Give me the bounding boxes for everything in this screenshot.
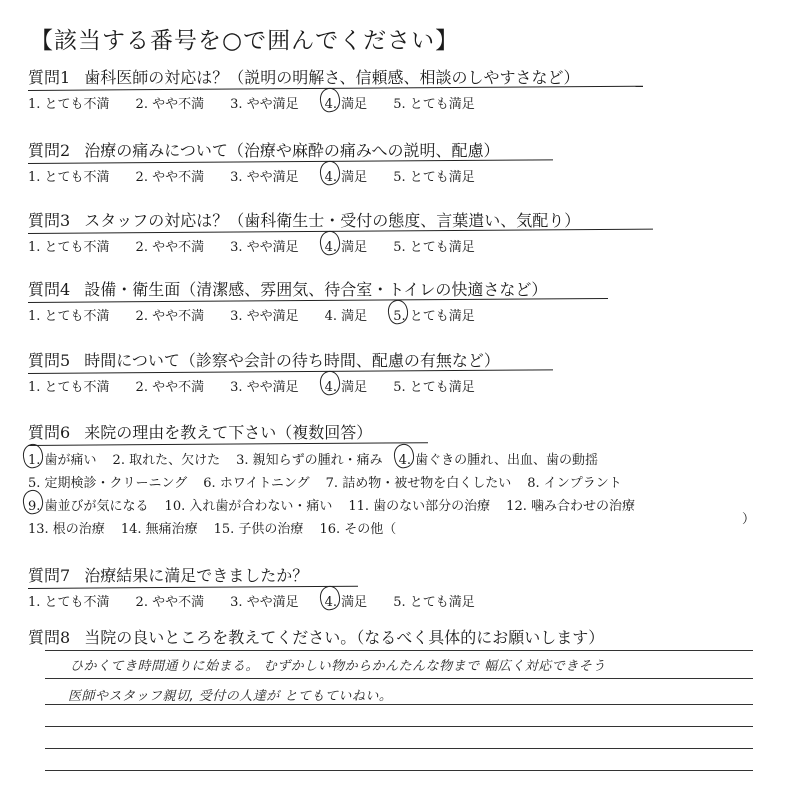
reason-row xyxy=(28,495,768,518)
reason-option-10[interactable]: 10. 入れ歯が合わない・痛い xyxy=(164,499,333,514)
page-title: 【該当する番号を○で囲んでください】 xyxy=(30,28,460,54)
question-5-heading xyxy=(28,348,500,373)
question-text: 時間について（診察や会計の待ち時間、配慮の有無など） xyxy=(84,351,500,370)
answer-option-4[interactable]: 4. 満足 xyxy=(325,376,368,395)
question-text: 当院の良いところを教えてください。（なるべく具体的にお願いします） xyxy=(84,628,605,647)
answer-option-2[interactable]: 2. やや不満 xyxy=(135,380,205,395)
answer-options xyxy=(28,236,768,255)
question-label: 質問1 xyxy=(28,68,71,87)
reason-option-13[interactable]: 13. 根の治療 xyxy=(28,522,105,537)
question-label: 質問6 xyxy=(28,423,71,442)
question-2 xyxy=(28,138,768,185)
heading-underline xyxy=(28,159,553,164)
answer-option-1[interactable]: 1. とても不満 xyxy=(28,309,110,324)
question-1 xyxy=(28,65,768,112)
answer-option-4[interactable]: 4. 満足 xyxy=(324,309,368,324)
answer-option-3[interactable]: 3. やや満足 xyxy=(230,97,299,112)
reason-option-11[interactable]: 11. 歯のない部分の治療 xyxy=(348,499,491,514)
answer-option-4[interactable]: 4. 満足 xyxy=(325,236,368,255)
answer-line xyxy=(45,704,753,705)
answer-option-3[interactable]: 3. やや満足 xyxy=(230,309,299,324)
question-8-heading xyxy=(28,625,604,650)
question-3-heading xyxy=(28,208,580,233)
answer-line xyxy=(45,748,753,749)
question-4-heading xyxy=(28,277,547,302)
answer-option-2[interactable]: 2. やや不満 xyxy=(135,309,205,324)
answer-options xyxy=(28,591,768,610)
answer-option-1[interactable]: 1. とても不満 xyxy=(28,170,110,185)
answer-options xyxy=(28,376,768,395)
question-4 xyxy=(28,277,768,324)
reason-option-14[interactable]: 14. 無痛治療 xyxy=(120,522,198,537)
reason-list xyxy=(28,449,768,541)
answer-option-4[interactable]: 4. 満足 xyxy=(325,591,368,610)
answer-option-1[interactable]: 1. とても不満 xyxy=(28,240,110,255)
handwritten-answer-line-2: 医師やスタッフ親切, 受付の人達が とてもていねい。 xyxy=(68,689,393,704)
question-2-heading xyxy=(28,138,500,163)
heading-underline xyxy=(28,586,358,589)
answer-option-5[interactable]: 5. とても満足 xyxy=(393,595,475,610)
answer-option-1[interactable]: 1. とても不満 xyxy=(28,380,110,395)
reason-row xyxy=(28,449,768,472)
question-8 xyxy=(28,625,768,650)
answer-option-5[interactable]: 5. とても満足 xyxy=(393,240,475,255)
reason-option-12[interactable]: 12. 噛み合わせの治療 xyxy=(506,499,635,514)
answer-line xyxy=(45,770,753,771)
heading-underline xyxy=(28,369,553,374)
answer-option-5[interactable]: 5. とても満足 xyxy=(393,380,475,395)
question-6-heading xyxy=(28,420,372,445)
answer-option-2[interactable]: 2. やや不満 xyxy=(135,595,205,610)
reason-row xyxy=(28,518,768,541)
answer-option-5[interactable]: 5. とても満足 xyxy=(393,97,475,112)
answer-option-3[interactable]: 3. やや満足 xyxy=(230,170,299,185)
answer-option-2[interactable]: 2. やや不満 xyxy=(135,97,205,112)
answer-line xyxy=(45,650,753,651)
heading-underline xyxy=(28,442,428,446)
reason-option-16[interactable]: 16. その他（ xyxy=(319,522,397,537)
question-label: 質問2 xyxy=(28,141,71,160)
answer-option-3[interactable]: 3. やや満足 xyxy=(230,595,299,610)
answer-option-2[interactable]: 2. やや不満 xyxy=(135,170,205,185)
answer-option-5[interactable]: 5. とても満足 xyxy=(393,170,475,185)
question-text: 来院の理由を教えて下さい（複数回答） xyxy=(84,423,373,442)
reason-option-2[interactable]: 2. 取れた、欠けた xyxy=(112,453,221,468)
question-text: 設備・衛生面（清潔感、雰囲気、待合室・トイレの快適さなど） xyxy=(84,280,548,299)
answer-line xyxy=(45,678,753,679)
question-label: 質問7 xyxy=(28,566,71,585)
answer-option-1[interactable]: 1. とても不満 xyxy=(28,97,110,112)
question-7-heading xyxy=(28,563,308,588)
question-label: 質問4 xyxy=(28,280,71,299)
handwritten-answer-line-1: ひかくてき時間通りに始まる。 むずかしい物からかんたんな物まで 幅広く対応できそう xyxy=(70,659,606,674)
reason-option-1[interactable]: 1. 歯が痛い xyxy=(28,449,97,472)
answer-option-4[interactable]: 4. 満足 xyxy=(325,93,368,112)
question-label: 質問5 xyxy=(28,351,71,370)
answer-line xyxy=(45,726,753,727)
question-6 xyxy=(28,420,768,541)
answer-options xyxy=(28,93,768,112)
other-close-paren: ） xyxy=(742,512,756,527)
question-5 xyxy=(28,348,768,395)
reason-option-7[interactable]: 7. 詰め物・被せ物を白くしたい xyxy=(325,476,512,491)
question-7 xyxy=(28,563,768,610)
reason-option-6[interactable]: 6. ホワイトニング xyxy=(203,476,310,491)
reason-option-9[interactable]: 9. 歯並びが気になる xyxy=(28,495,149,518)
question-text: 治療の痛みについて（治療や麻酔の痛みへの説明、配慮） xyxy=(84,141,500,160)
reason-row xyxy=(28,472,768,495)
question-label: 質問3 xyxy=(28,211,71,230)
answer-options xyxy=(28,166,768,185)
reason-option-4[interactable]: 4. 歯ぐきの腫れ、出血、歯の動揺 xyxy=(399,449,598,472)
reason-option-5[interactable]: 5. 定期検診・クリーニング xyxy=(28,476,188,491)
answer-options xyxy=(28,305,768,324)
reason-option-8[interactable]: 8. インプラント xyxy=(527,476,622,491)
question-label: 質問8 xyxy=(28,628,71,647)
question-text: 歯科医師の対応は？（説明の明解さ、信頼感、相談のしやすさなど） xyxy=(84,68,580,87)
answer-option-2[interactable]: 2. やや不満 xyxy=(135,240,205,255)
question-3 xyxy=(28,208,768,255)
question-1-heading xyxy=(28,65,580,90)
answer-option-4[interactable]: 4. 満足 xyxy=(325,166,368,185)
reason-option-15[interactable]: 15. 子供の治療 xyxy=(213,522,304,537)
answer-option-1[interactable]: 1. とても不満 xyxy=(28,595,110,610)
answer-option-5[interactable]: 5. とても満足 xyxy=(393,305,475,324)
answer-option-3[interactable]: 3. やや満足 xyxy=(230,240,299,255)
question-text: スタッフの対応は？（歯科衛生士・受付の態度、言葉遣い、気配り） xyxy=(84,211,581,230)
question-text: 治療結果に満足できましたか？ xyxy=(84,566,309,585)
reason-option-3[interactable]: 3. 親知らずの腫れ・痛み xyxy=(236,453,383,468)
answer-option-3[interactable]: 3. やや満足 xyxy=(230,380,299,395)
